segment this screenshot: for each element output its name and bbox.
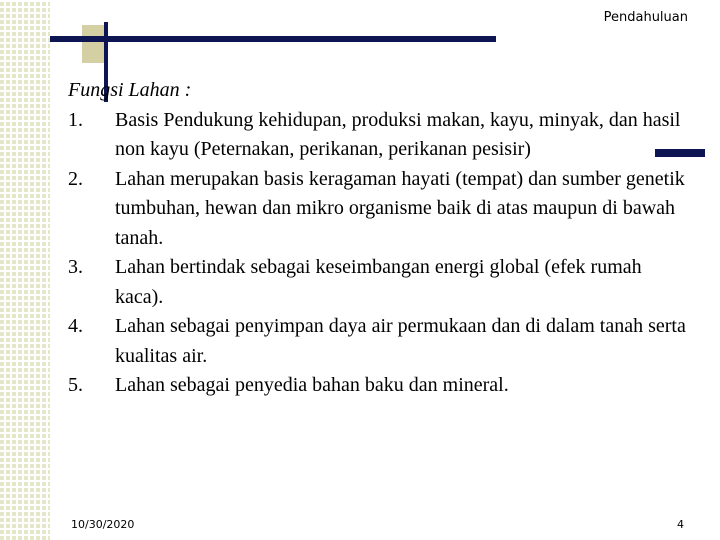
top-accent-bar [50, 36, 496, 42]
page-number: 4 [677, 518, 684, 531]
item-text: Lahan sebagai penyedia bahan baku dan mineral. [115, 374, 509, 396]
item-number: 4. [68, 315, 83, 337]
item-number: 5. [68, 374, 83, 396]
item-text: Basis Pendukung kehidupan, produksi makan, kayu, minyak, dan hasil non kayu (Peternakan, perikanan, perikanan pesisir) [115, 108, 681, 160]
item-number: 1. [68, 108, 83, 131]
item-text: Lahan merupakan basis keragaman hayati (tempat) dan sumber genetik tumbuhan, hewan dan mikro organisme baik di atas maupun di bawah tanah. [115, 167, 685, 249]
list-item [68, 165, 693, 254]
list-item [68, 312, 693, 371]
item-text: Lahan sebagai penyimpan daya air permukaan dan di dalam tanah serta kualitas air. [115, 315, 686, 367]
list-item [68, 253, 693, 312]
footer-date: 10/30/2020 [71, 518, 135, 531]
list-item [68, 106, 693, 165]
item-text: Lahan bertindak sebagai keseimbangan energi global (efek rumah kaca). [115, 256, 642, 308]
slide-body [68, 76, 693, 401]
list-item [68, 371, 693, 401]
item-number: 2. [68, 167, 83, 190]
function-list [68, 106, 693, 401]
item-number: 3. [68, 256, 83, 278]
side-accent-bar [655, 149, 705, 157]
decorative-stripes [0, 0, 50, 540]
slide-heading: Fungsi Lahan : [68, 79, 192, 101]
section-title: Pendahuluan [603, 10, 688, 25]
